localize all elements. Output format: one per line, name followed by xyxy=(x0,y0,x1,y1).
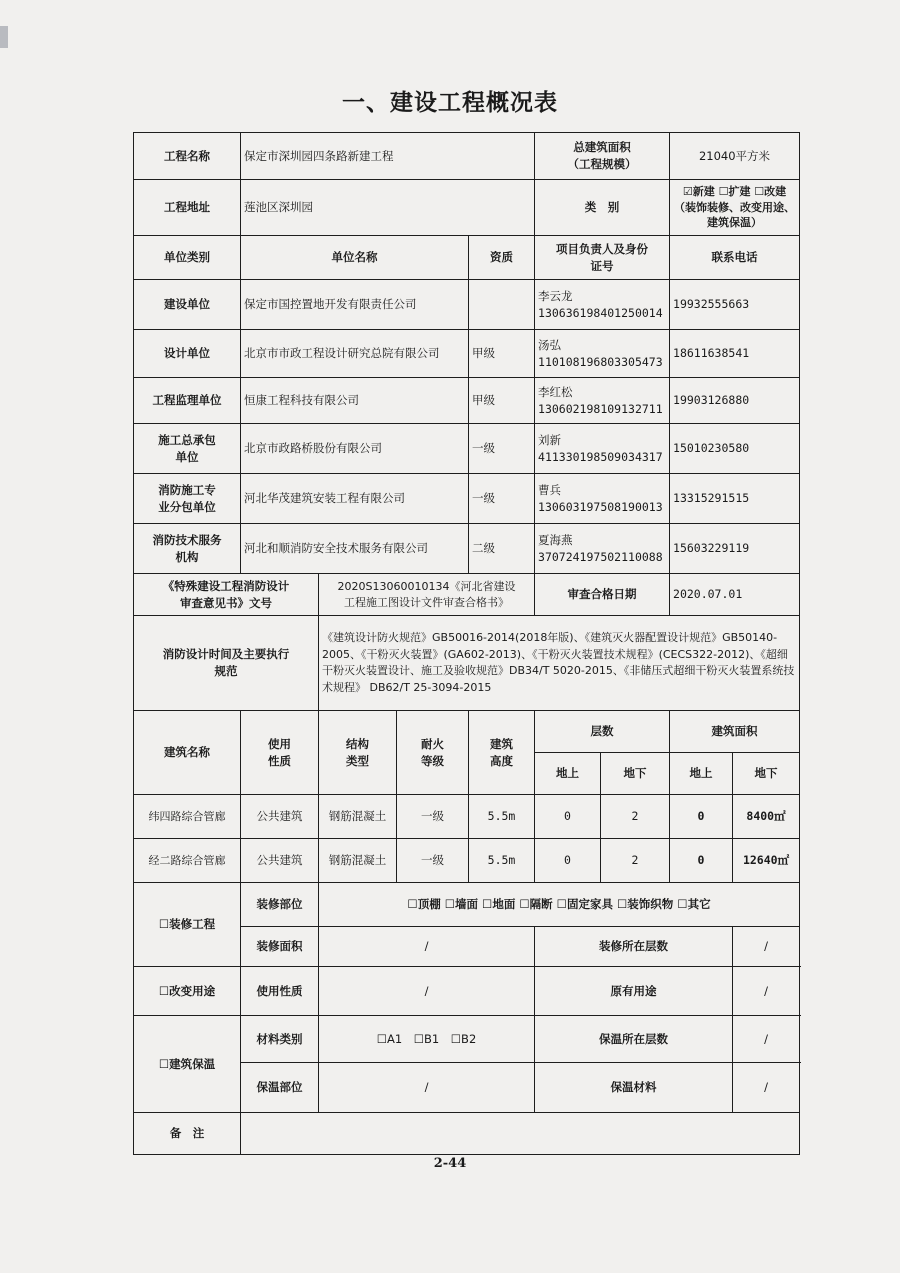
building-structure: 钢筋混凝土 xyxy=(319,795,397,839)
building-use: 公共建筑 xyxy=(241,839,319,883)
area-below-header: 地下 xyxy=(733,753,800,795)
building-height: 5.5m xyxy=(469,839,535,883)
building-structure-header: 结构 类型 xyxy=(319,711,397,795)
building-height-header: 建筑 高度 xyxy=(469,711,535,795)
decoration-floor-label: 装修所在层数 xyxy=(535,927,733,967)
project-address: 莲池区深圳园 xyxy=(241,180,535,236)
building-area-header: 建筑面积 xyxy=(670,711,800,753)
project-overview-table xyxy=(133,132,800,1155)
project-address-label: 工程地址 xyxy=(134,180,241,236)
scan-edge-mark xyxy=(0,26,8,48)
unit-phone: 13315291515 xyxy=(670,474,800,524)
decoration-parts[interactable]: ☐顶棚 ☐墙面 ☐地面 ☐隔断 ☐固定家具 ☐装饰织物 ☐其它 xyxy=(319,883,800,927)
unit-leader: 李红松 130602198109132711 xyxy=(535,378,670,424)
row-standards xyxy=(134,616,800,711)
table-row xyxy=(134,524,800,574)
unit-name: 北京市政路桥股份有限公司 xyxy=(241,424,469,474)
unit-type: 消防技术服务 机构 xyxy=(134,524,241,574)
unit-phone: 19932555663 xyxy=(670,280,800,330)
change-use-value: / xyxy=(319,967,535,1016)
original-use-value: / xyxy=(733,967,800,1016)
area-above-header: 地上 xyxy=(670,753,733,795)
row-project-address xyxy=(134,180,800,236)
building-height: 5.5m xyxy=(469,795,535,839)
decoration-checkbox[interactable]: ☐装修工程 xyxy=(134,883,241,967)
standards-text: 《建筑设计防火规范》GB50016-2014(2018年版)、《建筑灭火器配置设计规范》GB50140-2005、《干粉灭火装置》(GA602-2013)、《干粉灭火装置技术规程》(CECS322-2012)、《超细干粉灭火装置设计、施工及验收规范》DB34/T 5020-2015、《非储压式超细干粉灭火装置系统技术规程》 DB62/T 25-3094-2015 xyxy=(319,616,800,711)
table-row xyxy=(134,795,800,839)
remarks-value xyxy=(241,1113,800,1155)
row-buildings-header xyxy=(134,711,800,753)
building-use-header: 使用 性质 xyxy=(241,711,319,795)
building-area-below: 12640㎡ xyxy=(733,839,800,883)
units-name-header: 单位名称 xyxy=(241,236,469,280)
total-area-label: 总建筑面积 （工程规模） xyxy=(535,133,670,180)
page-number: 2-44 xyxy=(433,1156,467,1171)
unit-name: 恒康工程科技有限公司 xyxy=(241,378,469,424)
building-area-above: 0 xyxy=(670,795,733,839)
unit-phone: 19903126880 xyxy=(670,378,800,424)
table-row xyxy=(134,280,800,330)
unit-name: 保定市国控置地开发有限责任公司 xyxy=(241,280,469,330)
units-leader-header: 项目负责人及身份 证号 xyxy=(535,236,670,280)
floors-below-header: 地下 xyxy=(601,753,670,795)
table-row xyxy=(134,474,800,524)
unit-name: 北京市市政工程设计研究总院有限公司 xyxy=(241,330,469,378)
table-row xyxy=(134,424,800,474)
unit-type: 施工总承包 单位 xyxy=(134,424,241,474)
insulation-floor: / xyxy=(733,1016,800,1063)
total-area: 21040平方米 xyxy=(670,133,800,180)
decoration-part-label: 装修部位 xyxy=(241,883,319,927)
category-label: 类 别 xyxy=(535,180,670,236)
building-floors-below: 2 xyxy=(601,839,670,883)
unit-leader: 刘新 411330198509034317 xyxy=(535,424,670,474)
building-name: 纬四路综合管廊 xyxy=(134,795,241,839)
building-name: 经二路综合管廊 xyxy=(134,839,241,883)
unit-phone: 15010230580 xyxy=(670,424,800,474)
standards-label: 消防设计时间及主要执行 规范 xyxy=(134,616,319,711)
review-date: 2020.07.01 xyxy=(670,574,800,616)
row-change-use xyxy=(134,967,800,1016)
decoration-floor: / xyxy=(733,927,800,967)
building-area-above: 0 xyxy=(670,839,733,883)
unit-phone: 18611638541 xyxy=(670,330,800,378)
row-insulation-material xyxy=(134,1016,800,1063)
unit-leader: 李云龙 130636198401250014 xyxy=(535,280,670,330)
category-options: ☑新建 ☐扩建 ☐改建 （装饰装修、改变用途、 建筑保温） xyxy=(670,180,800,236)
change-use-label: 使用性质 xyxy=(241,967,319,1016)
decoration-area-label: 装修面积 xyxy=(241,927,319,967)
insulation-floor-label: 保温所在层数 xyxy=(535,1016,733,1063)
floors-header: 层数 xyxy=(535,711,670,753)
row-remarks xyxy=(134,1113,800,1155)
change-use-checkbox[interactable]: ☐改变用途 xyxy=(134,967,241,1016)
original-use-label: 原有用途 xyxy=(535,967,733,1016)
review-doc-label: 《特殊建设工程消防设计 审查意见书》文号 xyxy=(134,574,319,616)
floors-above-header: 地上 xyxy=(535,753,601,795)
page-title: 一、建设工程概况表 xyxy=(342,90,558,116)
unit-qualification: 甲级 xyxy=(469,378,535,424)
project-name: 保定市深圳园四条路新建工程 xyxy=(241,133,535,180)
table-row xyxy=(134,378,800,424)
row-project-name xyxy=(134,133,800,180)
building-structure: 钢筋混凝土 xyxy=(319,839,397,883)
insulation-material-label: 材料类别 xyxy=(241,1016,319,1063)
unit-qualification: 一级 xyxy=(469,424,535,474)
building-floors-above: 0 xyxy=(535,795,601,839)
building-floors-above: 0 xyxy=(535,839,601,883)
unit-name: 河北华茂建筑安装工程有限公司 xyxy=(241,474,469,524)
unit-type: 消防施工专 业分包单位 xyxy=(134,474,241,524)
unit-qualification: 甲级 xyxy=(469,330,535,378)
building-fire-rating-header: 耐火 等级 xyxy=(397,711,469,795)
units-phone-header: 联系电话 xyxy=(670,236,800,280)
row-review xyxy=(134,574,800,616)
insulation-checkbox[interactable]: ☐建筑保温 xyxy=(134,1016,241,1113)
row-decoration-parts xyxy=(134,883,800,927)
unit-type: 工程监理单位 xyxy=(134,378,241,424)
decoration-area: / xyxy=(319,927,535,967)
unit-qualification xyxy=(469,280,535,330)
project-name-label: 工程名称 xyxy=(134,133,241,180)
building-use: 公共建筑 xyxy=(241,795,319,839)
building-fire-rating: 一级 xyxy=(397,795,469,839)
insulation-part: / xyxy=(319,1063,535,1113)
insulation-material2: / xyxy=(733,1063,800,1113)
unit-type: 设计单位 xyxy=(134,330,241,378)
review-doc-number: 2020S13060010134《河北省建设 工程施工图设计文件审查合格书》 xyxy=(319,574,535,616)
building-area-below: 8400㎡ xyxy=(733,795,800,839)
building-floors-below: 2 xyxy=(601,795,670,839)
table-row xyxy=(134,839,800,883)
unit-phone: 15603229119 xyxy=(670,524,800,574)
insulation-material-options[interactable]: ☐A1 ☐B1 ☐B2 xyxy=(319,1016,535,1063)
remarks-label: 备 注 xyxy=(134,1113,241,1155)
review-date-label: 审查合格日期 xyxy=(535,574,670,616)
units-type-header: 单位类别 xyxy=(134,236,241,280)
unit-type: 建设单位 xyxy=(134,280,241,330)
unit-leader: 曹兵 130603197508190013 xyxy=(535,474,670,524)
building-fire-rating: 一级 xyxy=(397,839,469,883)
row-units-header xyxy=(134,236,800,280)
units-qualification-header: 资质 xyxy=(469,236,535,280)
unit-leader: 夏海燕 370724197502110088 xyxy=(535,524,670,574)
table-row xyxy=(134,330,800,378)
insulation-part-label: 保温部位 xyxy=(241,1063,319,1113)
insulation-material2-label: 保温材料 xyxy=(535,1063,733,1113)
unit-leader: 汤弘 110108196803305473 xyxy=(535,330,670,378)
building-name-header: 建筑名称 xyxy=(134,711,241,795)
unit-name: 河北和顺消防安全技术服务有限公司 xyxy=(241,524,469,574)
unit-qualification: 一级 xyxy=(469,474,535,524)
unit-qualification: 二级 xyxy=(469,524,535,574)
